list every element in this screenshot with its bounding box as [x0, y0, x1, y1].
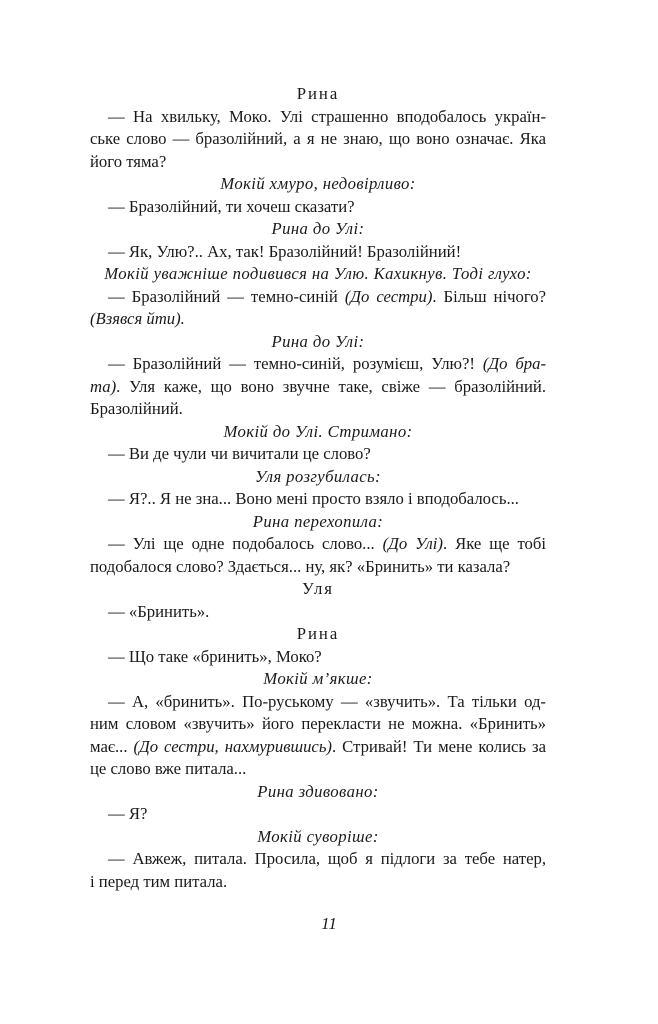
dialogue-text: — Бразолійний — темно-синій, розумієш, Улю?! — [108, 354, 483, 373]
dialogue-line: — На хвильку, Моко. Улі страшенно вподобалось україн- — [108, 106, 546, 126]
stage-direction: Мокій уважніше подивився на Улю. Кахикнув. Тоді глухо: — [104, 264, 532, 283]
dialogue-line: ним словом «звучить» його перекласти не можна. «Бринить» — [90, 714, 546, 733]
page-number: 11 — [321, 914, 337, 933]
dialogue-line: — Я?.. Я не зна... Воно мені просто взяло і вподобалось... — [108, 489, 519, 508]
dialogue-line: — Як, Улю?.. Ах, так! Бразолійний! Бразолійний! — [108, 241, 462, 261]
dialogue-line: — Я? — [108, 804, 148, 823]
dialogue-text: — Бразолійний — темно-синій — [108, 286, 345, 306]
dialogue-line: подобалося слово? Здається... ну, як? «Бринить» ти казала? — [90, 556, 511, 576]
dialogue-line: і перед тим питала. — [90, 871, 228, 891]
dialogue-line: — Що таке «бринить», Моко? — [108, 646, 322, 666]
dialogue-line — [90, 533, 546, 556]
stage-direction: Уля розгубилась: — [254, 466, 381, 486]
dialogue-line: це слово вже питала... — [90, 759, 247, 778]
speaker-name: Рина — [296, 84, 340, 103]
book-page — [90, 83, 546, 893]
dialogue-line: його тяма? — [90, 151, 167, 171]
dialogue-line: — А, «бринить». По-руському — «звучить». Та тільки од- — [108, 691, 546, 711]
dialogue-line: — «Бринить». — [108, 601, 210, 621]
stage-direction: Рина здивовано: — [257, 781, 379, 801]
stage-direction: Рина до Улі: — [271, 331, 365, 351]
dialogue-line: — Ви де чули чи вичитали це слово? — [108, 444, 371, 463]
inline-direction: та) — [90, 376, 117, 396]
stage-direction: Мокій суворіше: — [257, 826, 379, 846]
inline-direction: (До сестри, нахмурившись) — [133, 736, 332, 756]
dialogue-line: ське слово — бразолійний, а я не знаю, що воно означає. Яка — [90, 129, 546, 148]
dialogue-line — [90, 286, 546, 309]
dialogue-line: — Бразолійний, ти хочеш сказати? — [108, 196, 355, 216]
dialogue-line — [90, 736, 546, 759]
dialogue-text: — Улі ще одне подобалось слово... — [108, 534, 383, 553]
speaker-name: Уля — [302, 579, 334, 598]
inline-direction: (До сестри) — [344, 286, 433, 306]
dialogue-text: . Яке ще тобі — [442, 534, 547, 553]
stage-direction: Мокій м’якше: — [263, 669, 373, 688]
dialogue-line — [90, 353, 546, 376]
dialogue-line — [90, 376, 546, 399]
stage-direction: Рина до Улі: — [271, 219, 365, 238]
stage-direction: Мокій хмуро, недовірливо: — [220, 174, 416, 193]
dialogue-line: Бразолійний. — [90, 399, 183, 418]
dialogue-text: . Уля каже, що воно звучне таке, свіже — бразолійний. — [116, 376, 546, 396]
stage-direction: Рина перехопила: — [252, 511, 384, 531]
dialogue-text: . Стривай! Ти мене колись за — [332, 736, 546, 756]
dialogue-text: має... — [90, 736, 134, 756]
inline-direction: (До Улі) — [382, 534, 443, 553]
dialogue-line: — Авжеж, питала. Просила, щоб я підлоги за тебе натер, — [108, 849, 546, 868]
stage-direction: Мокій до Улі. Стримано: — [223, 421, 413, 441]
speaker-name: Рина — [296, 624, 340, 643]
inline-direction: (Взявся йти). — [90, 309, 185, 328]
dialogue-text: . Більш нічого? — [432, 286, 547, 306]
inline-direction: (До бра- — [482, 354, 547, 373]
